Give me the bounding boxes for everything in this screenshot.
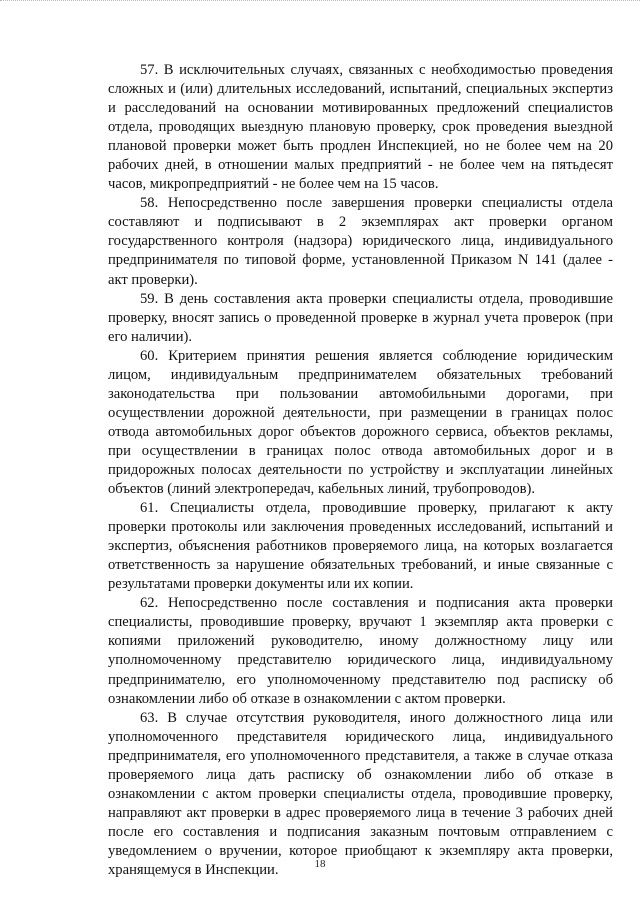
scan-edge-line — [0, 0, 640, 5]
paragraph-59: 59. В день составления акта проверки специалисты отдела, проводившие проверку, вносят запись о проведенной проверке в журнал учета проверок (при его наличии). — [108, 290, 613, 345]
paragraph-57: 57. В исключительных случаях, связанных с необходимостью проведения сложных и (или) длительных исследований, испытаний, специальных экспертиз и расследований на основании мотивированных предложений специалистов отдела, проводящих выездную плановую проверку, срок проведения выездной плановой проверки может быть продлен Инспекцией, но не более чем на 20 рабочих дней, в отношении малых предприятий - не более чем на пятьдесят часов, микропредприятий - не более чем на 15 часов. — [108, 62, 613, 193]
paragraph-60: 60. Критерием принятия решения является соблюдение юридическим лицом, индивидуальным предпринимателем обязательных требований законодательства при пользовании автомобильными дорогами, при осуществлении дорожной деятельности, при размещении в границах полос отвода автомобильных дорог объектов дорожного сервиса, объектов рекламы, при осуществлении в границах полос отвода автомобильных дорог и в придорожных полосах деятельности по устройству и эксплуатации линейных объектов (линий электропередач, кабельных линий, трубопроводов). — [108, 347, 613, 498]
document-body — [108, 61, 613, 880]
paragraph-61: 61. Специалисты отдела, проводившие проверку, прилагают к акту проверки протоколы или заключения проведенных исследований, испытаний и экспертиз, объяснения работников проверяемого лица, на которых возлагается ответственность за нарушение обязательных требований, и иные связанные с результатами проверки документы или их копии. — [108, 500, 613, 593]
paragraph-58: 58. Непосредственно после завершения проверки специалисты отдела составляют и подписывают в 2 экземплярах акт проверки органом государственного контроля (надзора) юридического лица, индивидуального предпринимателя по типовой форме, установленной Приказом N 141 (далее - акт проверки). — [108, 195, 613, 288]
paragraph-63: 63. В случае отсутствия руководителя, иного должностного лица или уполномоченного представителя юридического лица, индивидуального предпринимателя, его уполномоченного представителя, а также в случае отказа проверяемого лица дать расписку об ознакомлении либо об отказе в ознакомлении с актом проверки специалисты отдела, проводившие проверку, направляют акт проверки в адрес проверяемого лица в течение 3 рабочих дней после его составления и подписания заказным почтовым отправлением с уведомлением о вручении, которое приобщают к экземпляру акта проверки, хранящемуся в Инспекции. — [108, 709, 613, 878]
paragraph-62: 62. Непосредственно после составления и подписания акта проверки специалисты, проводившие проверку, вручают 1 экземпляр акта проверки с копиями приложений руководителю, иному должностному лицу или уполномоченному представителю юридического лица, индивидуальному предпринимателю, его уполномоченному представителю под расписку об ознакомлении либо об отказе в ознакомлении с актом проверки. — [108, 595, 613, 707]
page-number: 18 — [314, 858, 326, 870]
